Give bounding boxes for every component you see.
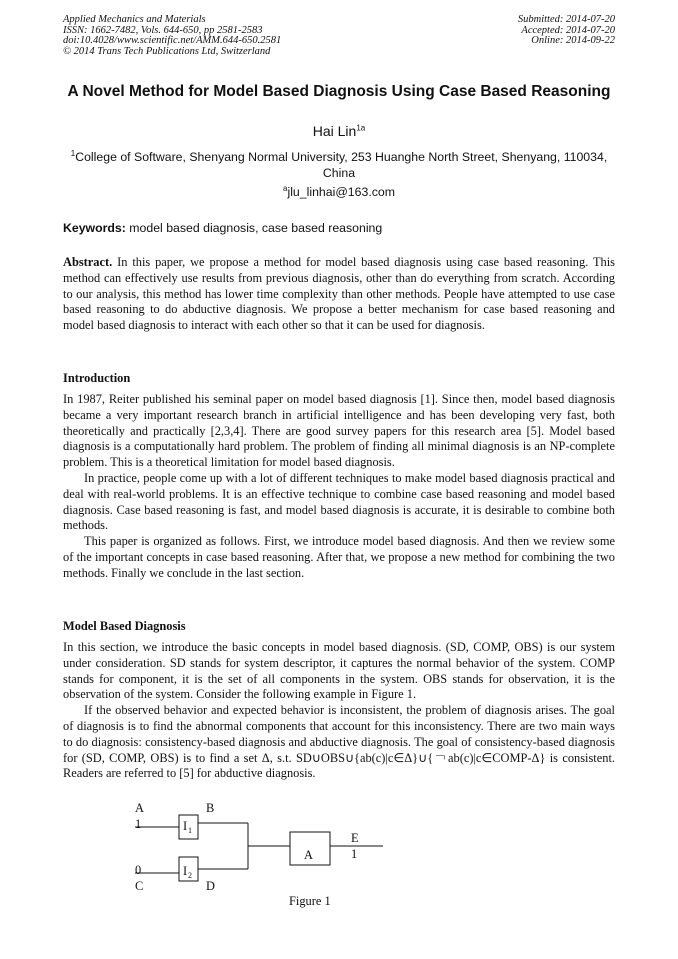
label-gate-i1-sub: 1 [188, 826, 192, 835]
mbd-paragraph-2: If the observed behavior and expected behavior is inconsistent, the problem of diagnosis arises. The goal of diagnosis is to find the abnormal components that account for this inconsistency. There are two main ways to do diagnosis: consistency-based diagnosis and abductive diagnosis. The goal of consistency-based diagnosis for (SD, COMP, OBS) is to find a set Δ, s.t. SD∪OBS∪{ab(c)|c∈Δ}∪{￢ab(c)|c∈COMP-Δ} is consistent. Readers are referred to [5] for abductive diagnosis. [63, 703, 615, 781]
mbd-heading: Model Based Diagnosis [63, 619, 186, 633]
date-submitted: Submitted: 2014-07-20 [517, 14, 615, 25]
journal-copyright: © 2014 Trans Tech Publications Ltd, Switzerland [63, 45, 271, 57]
affiliation [63, 149, 615, 181]
journal-issn: ISSN: 1662-7482, Vols. 644-650, pp 2581-2583 [63, 24, 263, 36]
label-d: D [206, 879, 215, 893]
email-sup: a [283, 183, 288, 193]
intro-paragraph-1: In 1987, Reiter published his seminal paper on model based diagnosis [1]. Since then, model based diagnosis became a very important research branch in artificial intelligence and has been developing very fast, both theoretically and practically [2,3,4]. There are good survey papers for this research area [5]. Model based diagnosis is a computationally hard problem. The problem of finding all minimal diagnosis is an NP-complete problem. This is a theoretical limitation for model based diagnosis. [63, 392, 615, 470]
journal-doi[interactable]: doi:10.4028/www.scientific.net/AMM.644-650.2581 [63, 35, 282, 46]
label-output-1: 1 [351, 847, 358, 861]
date-accepted: Accepted: 2014-07-20 [521, 24, 615, 36]
author-line [63, 122, 615, 140]
label-e: E [351, 831, 359, 845]
abstract-label: Abstract. [63, 255, 113, 269]
intro-paragraph-2: In practice, people come up with a lot of different techniques to make model based diagnosis practical and deal with real-world problems. It is an effective technique to combine case based reasoning and model based diagnosis. Case based reasoning is fast, and model based diagnosis is accurate, it is desirable to combine both methods. [63, 470, 615, 533]
mbd-body [63, 640, 615, 782]
intro-paragraph-3: This paper is organized as follows. First, we introduce model based diagnosis. And then we review some of the important concepts in case based reasoning. After that, we propose a new method for combining the two methods. Finally we conclude in the last section. [63, 534, 615, 580]
label-gate-i2-sub: 2 [188, 871, 192, 880]
label-input-1: 1 [135, 817, 142, 831]
introduction-heading: Introduction [63, 371, 131, 385]
label-input-0: 0 [135, 863, 142, 877]
label-b: B [206, 801, 215, 815]
label-a: A [135, 801, 144, 815]
affiliation-sup: 1 [70, 148, 76, 158]
affiliation-text: College of Software, Shenyang Normal University, 253 Huanghe North Street, Shenyang, 110034, China [75, 150, 608, 180]
keywords-text: model based diagnosis, case based reasoning [125, 221, 383, 235]
mbd-paragraph-1: In this section, we introduce the basic concepts in model based diagnosis. (SD, COMP, OBS) is our system under consideration. SD stands for system descriptor, it captures the normal behavior of the system. COMP stands for component, it is the set of all components in the system. OBS stands for observation, it is the observation of the system. Consider the following example in Figure 1. [63, 640, 615, 702]
email-text[interactable]: jlu_linhai@163.com [287, 185, 395, 199]
paper-title: A Novel Method for Model Based Diagnosis Using Case Based Reasoning [67, 83, 611, 100]
label-gate-a: A [304, 848, 313, 862]
author-email [63, 184, 615, 200]
date-online: Online: 2014-09-22 [531, 35, 615, 46]
abstract [63, 255, 615, 334]
label-c: C [135, 879, 144, 893]
introduction-body [63, 392, 615, 582]
abstract-text: In this paper, we propose a method for model based diagnosis using case based reasoning. This method can effectively use results from previous diagnosis, other than do everything from scratch. According to our analysis, this method has lower time complexity than other methods. People have attempted to use case based reasoning to do abductive diagnosis. We propose a better mechanism for case based reasoning and model based diagnosis to interact with each other so that it can be used for diagnosis. [63, 255, 615, 333]
keywords-label: Keywords: [63, 221, 126, 235]
label-gate-i1: I [183, 819, 188, 833]
journal-info [63, 15, 281, 57]
author-sup: 1a [356, 123, 366, 133]
author-name: Hai Lin [312, 123, 357, 139]
label-gate-i2: I [183, 864, 188, 878]
journal-name: Applied Mechanics and Materials [63, 14, 206, 25]
keywords [63, 220, 615, 236]
figure-1-caption: Figure 1 [289, 894, 331, 908]
figure-1-circuit [100, 795, 420, 905]
publication-dates [518, 15, 615, 47]
